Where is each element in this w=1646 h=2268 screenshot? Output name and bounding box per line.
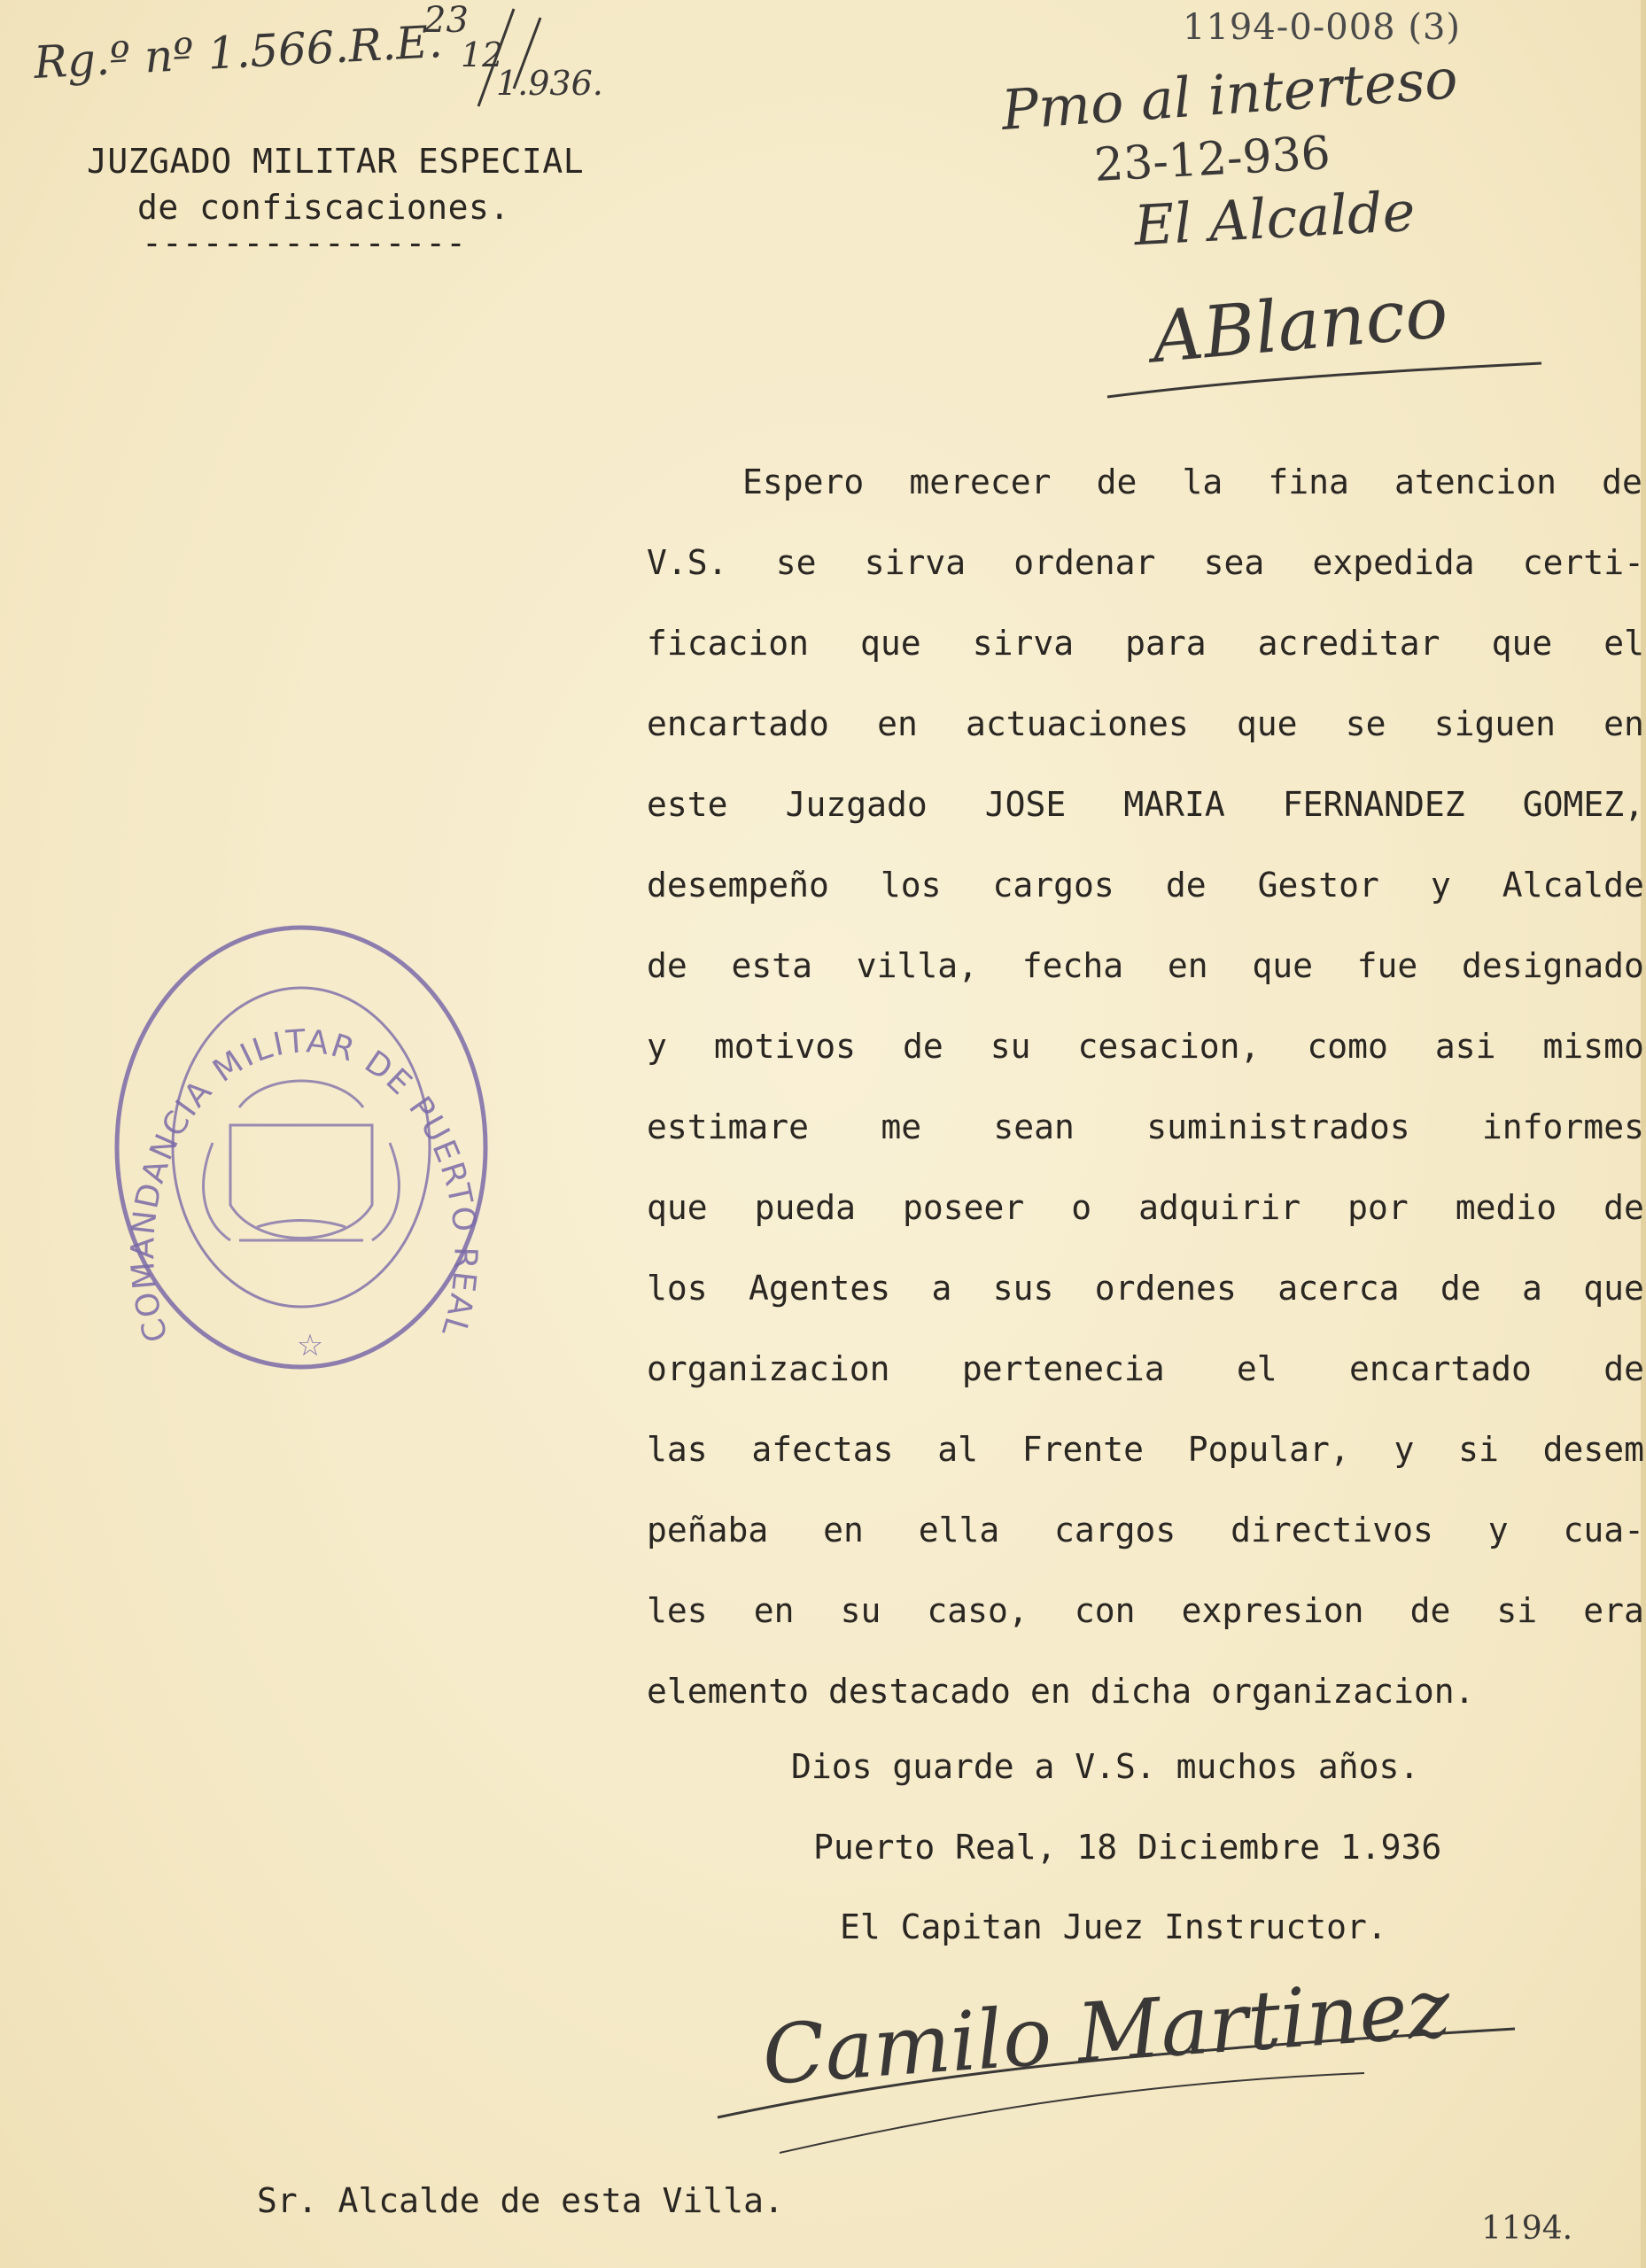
body-line: ficacion que sirva para acreditar que el xyxy=(647,624,1644,663)
mayor-signature-underline xyxy=(1099,354,1559,408)
body-line: que pueda poseer o adquirir por medio de xyxy=(647,1188,1644,1227)
body-line: V.S. se sirva ordenar sea expedida certi- xyxy=(647,543,1644,582)
recipient-line: Sr. Alcalde de esta Villa. xyxy=(257,2181,784,2220)
officer-signature: Camilo Martinez xyxy=(759,1961,1454,2103)
body-line: las afectas al Frente Popular, y si desem xyxy=(647,1430,1644,1469)
body-line: los Agentes a sus ordenes acerca de a que xyxy=(647,1269,1644,1308)
body-line: Espero merecer de la fina atencion de xyxy=(742,462,1642,501)
body-line: y motivos de su cesacion, como asi mismo xyxy=(647,1027,1644,1066)
mayor-note-line1: Pmo al interteso xyxy=(999,46,1460,143)
closing-place-date: Puerto Real, 18 Diciembre 1.936 xyxy=(813,1828,1442,1867)
date-slashes xyxy=(443,0,549,124)
mayor-signature: ABlanco xyxy=(1148,270,1451,379)
closing-signatory-title: El Capitan Juez Instructor. xyxy=(840,1907,1387,1946)
stamp-star-icon: ☆ xyxy=(296,1328,324,1363)
officer-signature-flourish xyxy=(709,2002,1533,2162)
mayor-note-date: 23-12-936 xyxy=(1092,127,1332,192)
stamp-text: COMANDANCIA MILITAR DE PUERTO REAL xyxy=(125,1023,484,1347)
body-line: les en su caso, con expresion de si era xyxy=(647,1591,1644,1630)
header-court-subtitle: de confiscaciones. xyxy=(137,188,510,227)
body-line: peñaba en ella cargos directivos y cua- xyxy=(647,1511,1644,1550)
registration-date-day: 23 xyxy=(423,0,469,41)
page-number: 1194. xyxy=(1481,2210,1573,2247)
archive-reference: 1194-0-008 (3) xyxy=(1183,7,1461,48)
official-stamp xyxy=(106,921,496,1382)
body-line: de esta villa, fecha en que fue designado xyxy=(647,946,1644,985)
body-line: desempeño los cargos de Gestor y Alcalde xyxy=(647,866,1644,905)
registration-note: Rg.º nº 1.566.R.E. xyxy=(32,15,444,89)
header-court-name: JUZGADO MILITAR ESPECIAL xyxy=(87,142,585,181)
mayor-note-title: El Alcalde xyxy=(1132,178,1417,259)
closing-salutation: Dios guarde a V.S. muchos años. xyxy=(791,1747,1420,1786)
header-rule: ---------------- xyxy=(142,223,467,262)
registration-date-month: 12 xyxy=(461,35,504,74)
body-line: estimare me sean suministrados informes xyxy=(647,1107,1644,1146)
body-line: este Juzgado JOSE MARIA FERNANDEZ GOMEZ, xyxy=(647,785,1644,824)
coat-of-arms-icon xyxy=(204,1081,400,1240)
body-line: encartado en actuaciones que se siguen en xyxy=(647,704,1644,743)
registration-date-year: 1.936. xyxy=(496,64,603,103)
body-line: elemento destacado en dicha organizacion. xyxy=(647,1672,1475,1711)
body-line: organizacion pertenecia el encartado de xyxy=(647,1349,1644,1388)
